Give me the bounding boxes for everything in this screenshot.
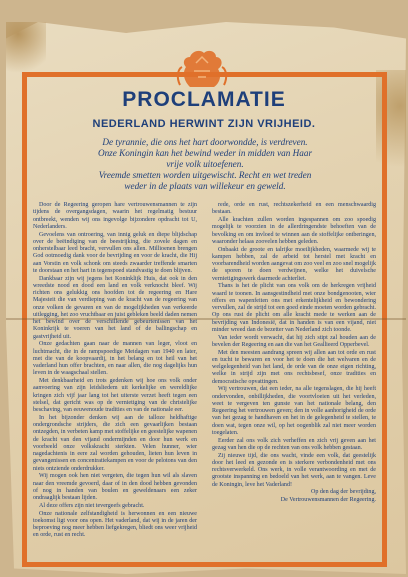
paragraph: Onbaakt de groote en talrijke moeilijkheden, waarmede wij te kampen hebben, zal de arbeid tot herstel met kracht en voorbarendheid worden aangevat om zoo veel en zoo snel mogelijk de sporen te doen verdwijnen, welke het duivelsche vernietigingswerk daarmede achterliet. bbox=[212, 246, 376, 282]
paragraph: Dankbaar zijn wij jegens het Koninklijk Huis, dat ook in den wreedste nood en dood een land en volk verknocht bleef. Wij richten ons gelukkig ons hoofden tot de regeering en Hare Majesteit die van verdieping van de kracht van de regeering van onze volken de gevaren en van de mogelijkheden van verkeerde uitlegging, het zoo vruchtbaar en juist gebleken beeld daden nemen het bewind over de verschillende gebeurtenissen van het Koninkrijk te voeren van het land of de ballingschap en gastvrijheid uit. bbox=[33, 275, 197, 340]
paragraph: Onze nationale zelfstandigheid is herwonnen en een nieuwe toekomst ligt voor ons open. Het vaderland, dat wij in de jaren der beproeving nog meer hebben liefgekregen, bliedt ons weer vrijheid en orde, rust en recht. bbox=[33, 510, 197, 539]
paragraph: Thans is het de plicht van ons volk om de herkregen vrijheid waard te toonen. In aansgestindheid met onze bondgenooten, wier offers en wapenfeiten ons met erkentelijkheid en bewondering vervullen, zal de strijd tot een goed einde moeten worden gebracht. Op ons rust de plicht om alle kracht mede te werken aan de bevrijding van Indonesië, dat in handen is van een vijand, niet minder wreed dan de bezetter van Nederland zich toonde. bbox=[212, 283, 376, 333]
lead-line: weder in de plaats van willekeur en geweld. bbox=[124, 181, 286, 191]
lead-statement bbox=[60, 137, 350, 192]
paragraph: Van ieder wordt verwacht, dat hij zich stipt zal houden aan de bevelen der Regeering en aan die van het Geallieerd Opperbevel. bbox=[212, 334, 376, 348]
paragraph: Met den meesten aandrang spreen wij allen aan tot orde en rust en tucht te bewaren en voor het te doen die het welvaren en de welgelegenheid van het land, de orde van de onze eigen richting, welke in strijd zijn met ons rechtsbesef, onze tradities en democratische opvattingen. bbox=[212, 349, 376, 385]
paragraph: Al deze offers zijn niet tevergeefs gebracht. bbox=[39, 502, 145, 509]
lead-line: Onze Koningin kan het bewind weder in midden van Haar bbox=[97, 148, 313, 158]
date-line: Op den dag der bevrijding, bbox=[311, 489, 376, 496]
proclamation-subtitle: NEDERLAND HERWINT ZIJN VRIJHEID. bbox=[92, 118, 316, 130]
proclamation-title: PROCLAMATIE bbox=[122, 88, 286, 111]
right-text-column bbox=[212, 202, 376, 505]
paragraph: Zij nieuwe tijd, die ons wacht, vinde een volk, dat geestelijk door het leed en gezonde en is sterkere verbondenheid met ons rechtsverwerkeld. Ons werk, in volle verantwoording en met de grootste inspanning en bedoeld van het werk, aan te vangen. Leve de Koningin, leve het Vaderland! bbox=[212, 452, 376, 488]
left-text-column bbox=[33, 202, 197, 540]
paragraph: Wij vertrouwen, dat een ieder, na alle tegenslagen, die hij heeft ondervonden, onbillijkheden, die voortvloeien uit het verleden, weet te vergeven ten gunste van het nationale belang, den Regeering het vertrouwen geven; den in volle aanhorigheid de orde van het gezag te handhaven en het in de gelegenheid te stellen, te doen wat, tegen onze wil, op het oogenblik zal niet meer worden toegelaten. bbox=[212, 386, 376, 436]
paragraph: Alle krachten zullen worden ingespannen om zoo spoedig mogelijk te voorzien in de allerdringendste behoeften van de bevolking en om invloed te winnen aan de stoffelijke ontberingen, waaronder helaas zoovelen hebben geleden. bbox=[212, 217, 376, 245]
lead-line: Vreemde smetten worden uitgewischt. Recht en wet treden bbox=[98, 170, 312, 180]
paragraph: rede, orde en rust, rechtszekerheid en een menschwaardig bestaan. bbox=[212, 202, 376, 216]
paragraph: In het bijzonder denken wij aan de talloze heldhaftige ondergrondsche strijders, die zich een gevaarlijken bestaan ontzegden, in verbeten kamp met stoffelijke en geestelijke wapenen de kracht van den vijand ondermijnden en door hun werk en voorbeeld onze volkskracht sterkten. Velen hunner, wier nagedachtenis in eere zal worden gehouden, lieten hun leven in gevangenissen en concentratiekampen en voor de pelotons van den niets ontziende onderdrukker. bbox=[33, 414, 197, 472]
paragraph: Onze gedachten gaan naar de mannen van leger, vloot en luchtmacht, die in de rampspoedige Meidagen van 1940 en later, met die van de koopvaardij, in het belang en tot heil van het vaderland hun offer brachten, en naar allen, die nog dagelijks hun leven in de waagschaal stellen. bbox=[33, 341, 197, 377]
paragraph: Met denkbaarheid en trots gedenken wij hoe ons volk onder aanvoering van zijn leidsliedem uit kerkelijke en wereldlijke kringen zich vijf jaar lang tot het uiterste verzet heeft tegen een stelsel, dat gericht was op de vernietiging van de christelijke beschaving, van eeuwenoude tradities en van de nationale eer. bbox=[33, 378, 197, 413]
lead-line: vrije volk uitoefenen. bbox=[166, 159, 244, 169]
paragraph: Wij mogen ook hen niet vergeten, die tegen hun wil als slaven naar den vreemde gevoerd, daar of in den dood hebben gevonden of nog in handen van boulen en geweldenaars een zeker ondraaglijk bestaan lijden. bbox=[33, 473, 197, 501]
signature-line: De Vertrouwensmannen der Regeering. bbox=[280, 497, 376, 503]
orange-lion-emblem-icon bbox=[172, 47, 232, 91]
paragraph: Door de Regeering geropen hare vertrouwensmannen te zijn tijdens de overgangsdagen, waarin het regelmatig bestuur ontbreekt, wenden wij ons ingevolge bijzondere opdracht tot U, Nederlanders. bbox=[33, 202, 197, 230]
lead-line: De tyrannie, die ons het hart doorwondde, is verdreven. bbox=[102, 137, 308, 147]
paragraph: Gevoelens van ontroering, van innig geluk en diepe blijdschap over de beëindiging van de beestrijking, die zovele dagen en onherstelbaar leed bracht, vervullen ons allen. Millioenen brengen God ootmoedig dank voor de bevrijding en voor de kracht, die Hij aan Vorstin en volk schonk om steeds zwaarder treffende smarten te doorstaan en het hart in tegenspoed standvastig te doen blijven. bbox=[33, 231, 197, 274]
paragraph: Eerder zal ons volk zich verheffen en zich vrij geven aan het gezag van hen die op de rechten van ons volk hebben gestaan. bbox=[212, 437, 376, 451]
